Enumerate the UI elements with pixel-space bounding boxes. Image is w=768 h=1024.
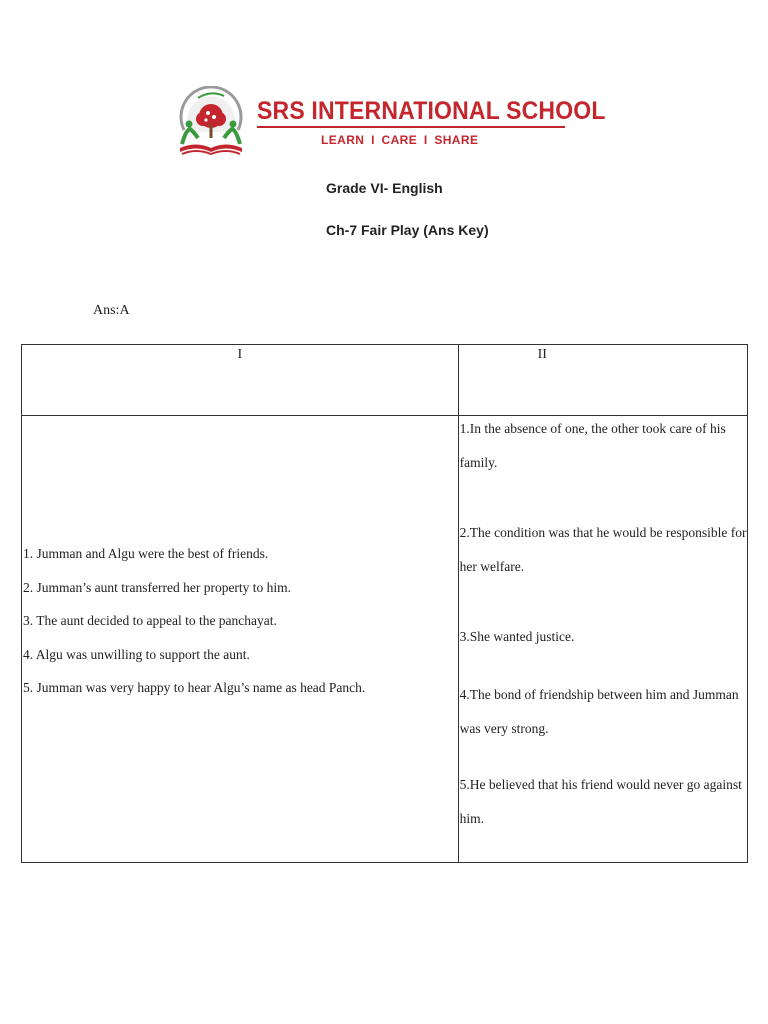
list-item: 1.In the absence of one, the other took care of his family. <box>459 421 726 470</box>
table-header-row <box>22 345 748 416</box>
table-body-row <box>22 416 748 863</box>
document-subtitle: Ch-7 Fair Play (Ans Key) <box>326 222 489 238</box>
column-i-list <box>23 537 365 705</box>
list-item: 5. Jumman was very happy to hear Algu’s name as head Panch. <box>23 680 366 696</box>
column-i-cell <box>22 416 459 863</box>
column-header-ii-label: II <box>537 347 547 362</box>
list-item: 4. Algu was unwilling to support the aunt. <box>23 646 250 662</box>
list-item: 3. The aunt decided to appeal to the panchayat. <box>23 613 277 629</box>
school-name: SRS INTERNATIONAL SCHOOL <box>257 97 606 125</box>
list-item: 5.He believed that his friend would never go against him. <box>459 777 742 826</box>
list-item: 2.The condition was that he would be responsible for her welfare. <box>459 525 747 574</box>
answer-label: Ans:A <box>93 303 130 318</box>
matching-table <box>21 344 748 863</box>
school-tagline: LEARN I CARE I SHARE <box>321 133 479 147</box>
list-item: 2. Jumman’s aunt transferred her property to him. <box>23 579 292 595</box>
school-logo-icon <box>176 86 246 158</box>
column-header-ii <box>458 345 747 416</box>
header-divider <box>257 126 565 128</box>
column-ii-cell <box>458 416 747 863</box>
document-title: Grade VI- English <box>326 180 443 196</box>
column-header-i: I <box>22 345 459 416</box>
list-item: 4.The bond of friendship between him and Jumman was very strong. <box>459 687 739 736</box>
list-item: 1. Jumman and Algu were the best of friends. <box>23 546 269 561</box>
list-item: 3.She wanted justice. <box>459 629 575 644</box>
